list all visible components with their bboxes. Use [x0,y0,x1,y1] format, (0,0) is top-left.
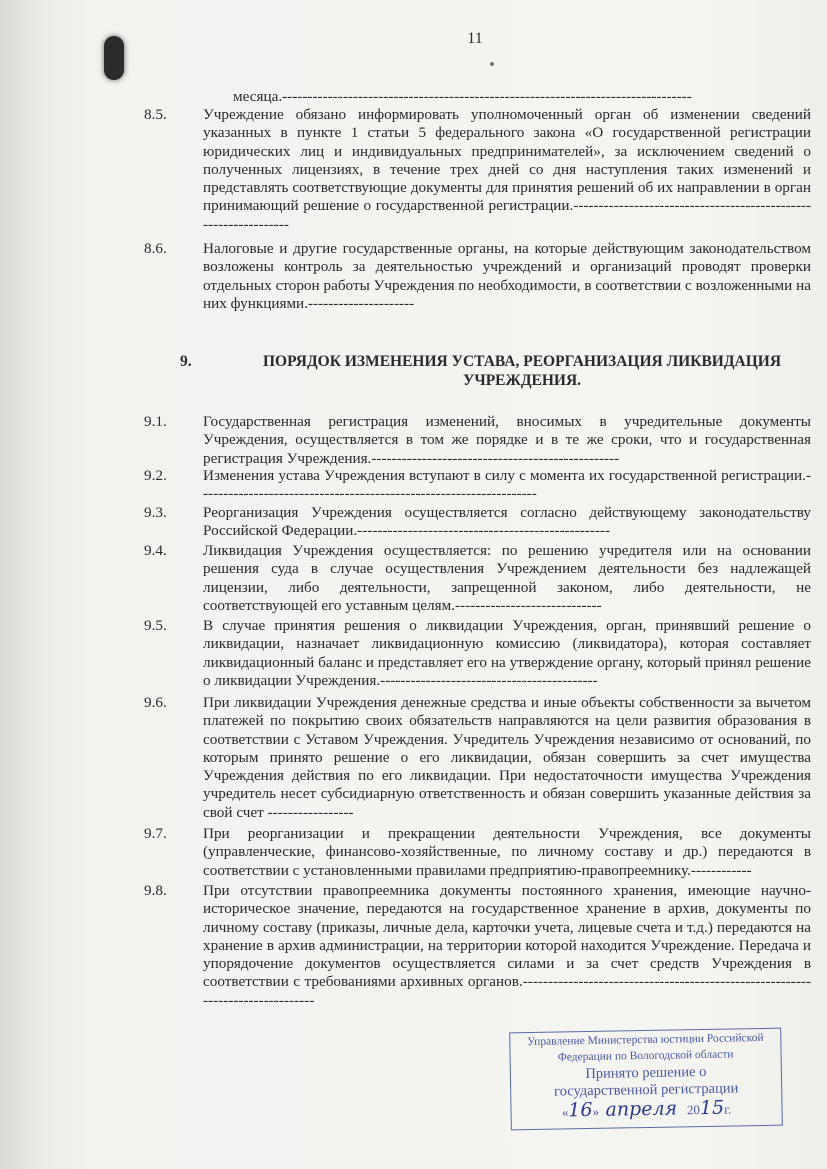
clause-9-3 [144,504,814,541]
clause-text: При ликвидации Учреждения денежные средства и иные объекты собственности за вычетом платежей по покрытию своих обязательств направляются на цели развития образования в соответствии с Уставом Учреждения. Учредитель Учреждения независимо от оснований, по которым принято решение о его ликвидации, обязан совершить за счет имущества Учреждения действия по его ликвидации. При недостаточности имущества Учреждения учредитель несет субсидиарную ответственность и обязан совершить указанные действия за свой счет ----------------- [203,694,811,821]
stamp-date-month: апреля [605,1097,678,1121]
clause-number: 9.6. [144,694,167,711]
clause-8-5 [144,106,814,234]
stamp-authority-line-2: Федерации по Вологодской области [557,1048,734,1064]
clause-text: Реорганизация Учреждения осуществляется согласно действующему законодательству Российской Федерации.-------------------------------------------------- [203,504,811,540]
clause-number: 9.1. [144,413,167,430]
clause-text: Государственная регистрация изменений, вносимых в учредительные документы Учреждения, осуществляется в том же порядке и в те же сроки, что и государственная регистрация Учреждения.------------------------------------------------- [203,413,811,467]
clause-9-7 [144,825,814,880]
clause-number: 8.6. [144,240,167,257]
stamp-date-year-suffix: 15 [699,1096,725,1120]
stamp-date-day: 16 [568,1098,593,1122]
clause-8-6 [144,240,814,313]
clause-number: 9.7. [144,825,167,842]
section-9-heading [180,352,820,390]
section-number: 9. [180,353,192,370]
clause-9-5 [144,617,814,690]
stamp-date [511,1098,781,1123]
clause-text: Ликвидация Учреждения осуществляется: по решению учредителя или на основании решения суда в случае осуществления Учреждением деятельности без надлежащей лицензии, либо деятельности, запрещенной законом, либо деятельности, не соответствующей его уставным целям.----------------------------- [203,542,811,614]
stamp-date-year-prefix: 20 [686,1102,701,1118]
section-title: ПОРЯДОК ИЗМЕНЕНИЯ УСТАВА, РЕОРГАНИЗАЦИЯ ЛИКВИДАЦИЯ УЧРЕЖДЕНИЯ. [262,353,782,389]
clause-number: 9.3. [144,504,167,521]
stamp-decision-line-1: Принято решение о [585,1063,707,1083]
clause-text: При реорганизации и прекращении деятельности Учреждения, все документы (управленческие, финансово-хозяйственные, по личному составу и др.) передаются в соответствии с установленными правилами предприятию-правопреемнику.------------ [203,825,811,879]
clause-9-8 [144,882,814,1010]
registration-stamp [509,1028,783,1131]
clause-number: 9.8. [144,882,167,899]
clause-text: В случае принятия решения о ликвидации Учреждения, орган, принявший решение о ликвидации, назначает ликвидационную комиссию (ликвидатора), которая составляет ликвидационный баланс и представляет его на утверждение органу, который принял решение о ликвидации Учреждения.------------------------------------------- [203,617,811,689]
clause-9-2 [144,467,814,504]
clause-number: 9.5. [144,617,167,634]
clause-9-6 [144,694,814,822]
clause-text: Изменения устава Учреждения вступают в силу с момента их государственной регистрации.------------------------------------------------------------------- [203,467,811,503]
stamp-date-open-quote: « [561,1104,569,1120]
clause-9-1 [144,413,814,468]
page-number: 11 [467,30,483,47]
clause-number: 8.5. [144,106,167,123]
clause-text: При отсутствии правопреемника документы постоянного хранения, имеющие научно-историческое значение, передаются на государственное хранение в архив, документы по личному составу (приказы, личные дела, карточки учета, лицевые счета и т.д.) передаются на хранение в архив администрации, на территории которой находится Учреждение. Передача и упорядочение документов осуществляется силами и за счет средств Учреждения в соответствии с требованиями архивных органов.------------------------------------------------------------------------------- [203,882,811,1009]
clause-text: Налоговые и другие государственные органы, на которые действующим законодательством возложены контроль за деятельностью учреждений и организаций проводят проверки отдельных сторон работы Учреждения по необходимости, в соответствии с возложенными на них функциями.--------------------- [203,240,811,312]
clause-number: 9.4. [144,542,167,559]
stamp-date-year-end: г. [723,1101,732,1117]
clause-text: Учреждение обязано информировать уполномоченный орган об изменении сведений указанных в пункте 1 статьи 5 федерального закона «О государственной регистрации юридических лиц и индивидуальных предпринимателей», за исключением сведений о полученных лицензиях, в течение трех дней со дня наступления таких изменений и представлять соответствующие документы для принятия решений об их направлении в орган принимающий решение о государственной регистрации.---------------------------------------------------------------- [203,106,811,233]
clause-number: 9.2. [144,467,167,484]
clause-9-4 [144,542,814,615]
top-continuation: месяца.--------------------------------------------------------------------------------- [233,88,692,105]
scan-speck [490,62,494,66]
stamp-authority-line-1: Управление Министерства юстиции Российской [526,1031,764,1049]
stamp-decision-line-2: государственной регистрации [553,1080,739,1100]
stamp-date-close-quote: » [592,1103,600,1119]
